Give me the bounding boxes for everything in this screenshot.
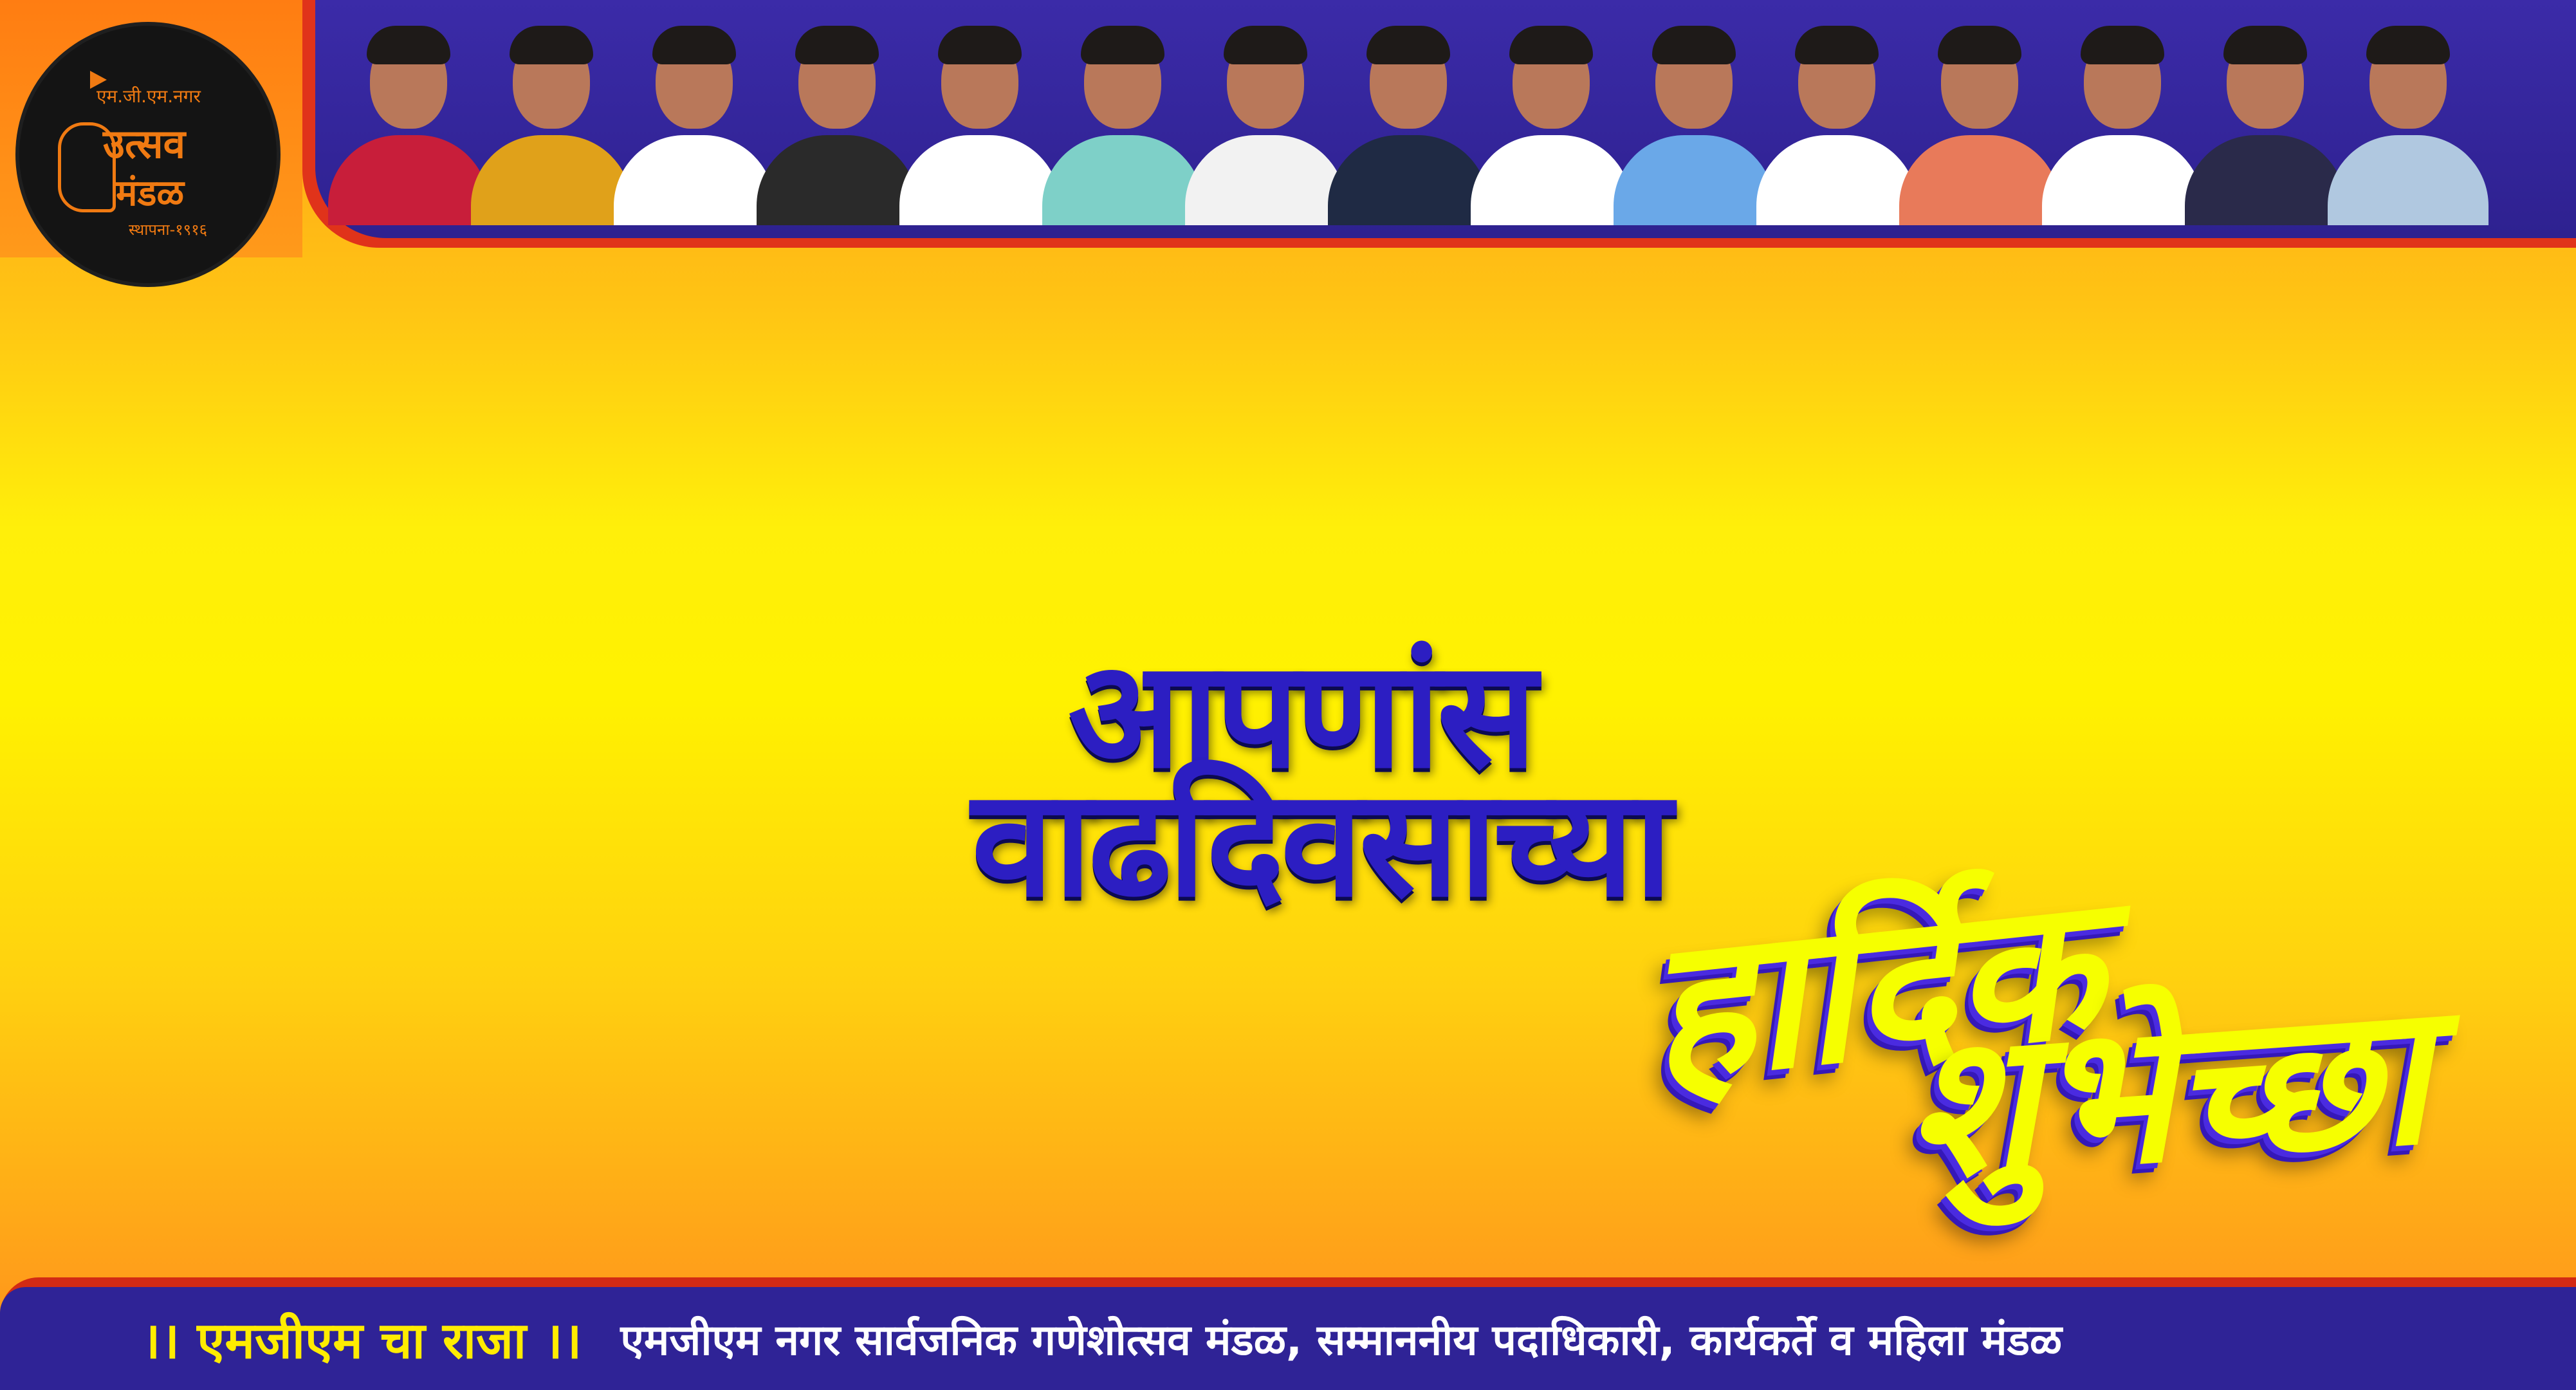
member-hair bbox=[938, 26, 1022, 64]
greeting-line1: आपणांस bbox=[1068, 629, 1534, 801]
member-hair bbox=[795, 26, 879, 64]
member-hair bbox=[1366, 26, 1450, 64]
footer-bar bbox=[0, 1287, 2576, 1390]
footer-mandal-text: एमजीएम नगर सार्वजनिक गणेशोत्सव मंडळ, सम्माननीय पदाधिकारी, कार्यकर्ते व महिला मंडळ bbox=[620, 1315, 2063, 1365]
member-hair bbox=[1795, 26, 1879, 64]
member-hair bbox=[1938, 26, 2021, 64]
logo-line4: स्थापना-१९१६ bbox=[129, 221, 208, 239]
member-hair bbox=[510, 26, 593, 64]
member-photo bbox=[2321, 19, 2495, 225]
member-shirt bbox=[2328, 135, 2489, 225]
greeting-line2: वाढदिवसाच्या bbox=[971, 758, 1669, 930]
footer-raja-text: ।। एमजीएम चा राजा ।। bbox=[142, 1312, 582, 1370]
logo-line2: उत्सव bbox=[103, 120, 186, 167]
member-hair bbox=[1081, 26, 1164, 64]
member-hair bbox=[1509, 26, 1593, 64]
logo-line3: मंडळ bbox=[116, 172, 185, 214]
calligraphy-hardik: हार्दिक bbox=[1637, 851, 2112, 1125]
logo-line1: एम.जी.एम.नगर bbox=[97, 86, 201, 107]
member-hair bbox=[1224, 26, 1307, 64]
member-hair bbox=[652, 26, 736, 64]
member-hair bbox=[2366, 26, 2450, 64]
member-photo-strip bbox=[322, 19, 2509, 225]
mandal-logo bbox=[19, 26, 277, 283]
member-hair bbox=[1652, 26, 1736, 64]
calligraphy-shubhechha: शुभेच्छा bbox=[1897, 959, 2436, 1223]
member-hair bbox=[2081, 26, 2164, 64]
member-hair bbox=[367, 26, 450, 64]
member-hair bbox=[2223, 26, 2307, 64]
